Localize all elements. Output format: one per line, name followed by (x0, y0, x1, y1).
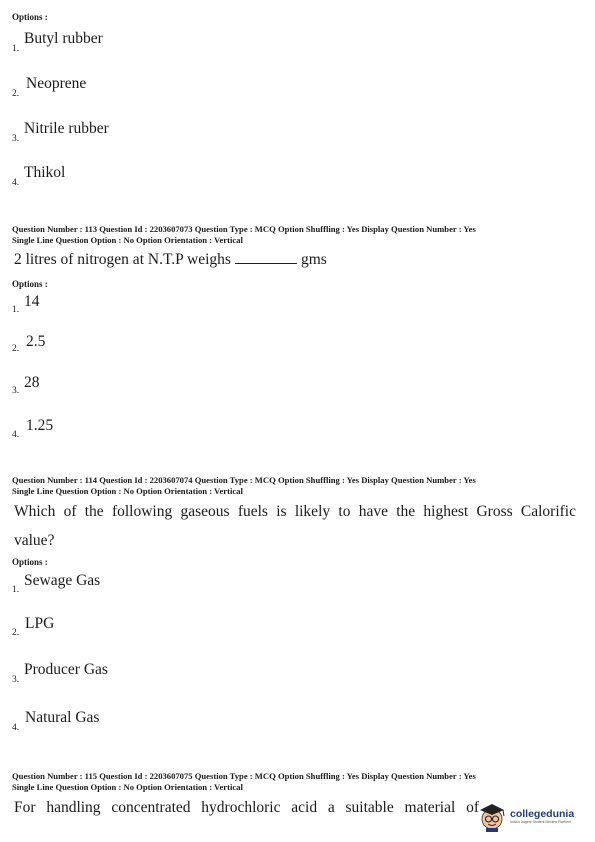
question-meta (12, 771, 587, 792)
question-text-after: gms (300, 251, 327, 268)
option-text: Natural Gas (25, 709, 100, 726)
option-number: 1. (12, 44, 20, 54)
answer-blank (235, 251, 297, 264)
option-number: 3. (12, 386, 20, 396)
question-meta-line: Single Line Question Option : No Option Orientation : Vertical (12, 234, 243, 245)
question-meta (12, 475, 587, 496)
option-text: 28 (24, 374, 40, 391)
option-text: Producer Gas (24, 661, 108, 678)
option-number: 3. (12, 675, 20, 685)
option-number: 2. (12, 89, 20, 99)
option-number: 1. (12, 305, 20, 315)
question-text-line: Which of the following gaseous fuels is likely to have the highest Gross Calorific (14, 503, 576, 520)
options-label: Options : (12, 279, 48, 289)
option-text: Neoprene (26, 75, 87, 92)
question-meta-line: Single Line Question Option : No Option Orientation : Vertical (12, 485, 243, 496)
options-label: Options : (12, 557, 48, 567)
option-number: 4. (12, 430, 20, 440)
option-number: 3. (12, 134, 20, 144)
option-text: 2.5 (26, 333, 46, 350)
options-label: Options : (12, 12, 48, 22)
question-meta (12, 224, 587, 245)
logo-tagline: India's largest Student Review Platform (510, 820, 571, 824)
mascot-icon (477, 802, 507, 832)
option-text: Nitrile rubber (24, 120, 109, 137)
option-number: 4. (12, 723, 20, 733)
question-text-before: 2 litres of nitrogen at N.T.P weighs (14, 251, 231, 268)
option-number: 2. (12, 344, 20, 354)
option-number: 1. (12, 585, 20, 595)
option-text: 14 (24, 293, 40, 310)
question-meta-line: Question Number : 114 Question Id : 2203607074 Question Type : MCQ Option Shuffling : Yes Display Question Number : Yes (12, 475, 476, 485)
option-text: Thikol (24, 164, 66, 181)
option-text: LPG (25, 615, 55, 632)
option-text: Sewage Gas (24, 572, 101, 589)
question-text (14, 251, 327, 269)
question-meta-line: Single Line Question Option : No Option Orientation : Vertical (12, 781, 243, 792)
question-meta-line: Question Number : 115 Question Id : 2203607075 Question Type : MCQ Option Shuffling : Yes Display Question Number : Yes (12, 771, 476, 781)
option-number: 2. (12, 628, 20, 638)
option-text: 1.25 (26, 417, 54, 434)
collegedunia-logo (477, 800, 589, 834)
option-text: Butyl rubber (24, 30, 103, 47)
question-meta-line: Question Number : 113 Question Id : 2203607073 Question Type : MCQ Option Shuffling : Yes Display Question Number : Yes (12, 224, 476, 234)
option-number: 4. (12, 178, 20, 188)
question-text-line: value? (14, 532, 55, 549)
logo-brand-text: collegedunia (510, 808, 575, 820)
question-text-line: For handling concentrated hydrochloric acid a suitable material of (14, 799, 479, 816)
